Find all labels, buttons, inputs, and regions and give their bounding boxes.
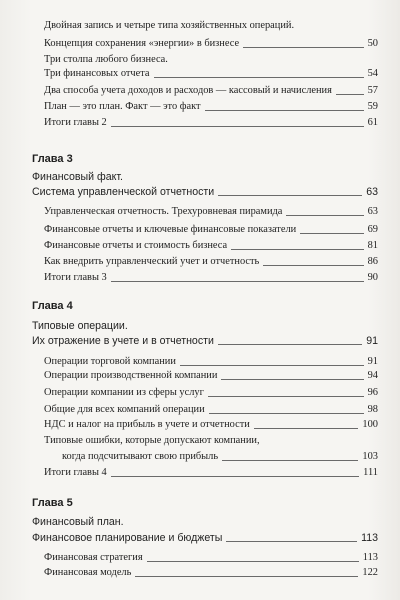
leader-line — [231, 249, 363, 250]
chapter-title-text: Их отражение в учете и в отчетности — [32, 335, 214, 347]
chapter-title — [32, 532, 378, 544]
toc-entry-title: Финансовая стратегия — [44, 552, 143, 563]
toc-entry-page: 111 — [363, 467, 378, 478]
toc-entry — [44, 552, 378, 564]
toc-entry-title: Итоги главы 4 — [44, 467, 107, 478]
toc-entry-page: 86 — [367, 256, 378, 267]
toc-entry-title: Финансовые отчеты и стоимость бизнеса — [44, 240, 228, 251]
leader-line — [218, 344, 362, 345]
toc-entry — [44, 272, 378, 284]
toc-entry-line — [44, 435, 378, 447]
leader-line — [336, 94, 364, 95]
leader-line — [111, 281, 364, 282]
toc-entry-title: Финансовые отчеты и ключевые финансовые показатели — [44, 224, 297, 235]
leader-line — [135, 576, 358, 577]
toc-entry — [44, 567, 378, 579]
toc-entry — [44, 206, 378, 218]
toc-entry-page: 61 — [367, 117, 378, 128]
leader-line — [209, 413, 364, 414]
leader-line — [218, 195, 362, 196]
toc-entry-title: Итоги главы 3 — [44, 272, 107, 283]
toc-entry-page: 98 — [367, 404, 378, 415]
toc-entry-page: 59 — [367, 101, 378, 112]
toc-entry-title: Общие для всех компаний операции — [44, 404, 205, 415]
toc-entry-page: 91 — [367, 356, 378, 367]
toc-entry-page: 57 — [367, 85, 378, 96]
toc-entry — [44, 404, 378, 416]
toc-entry-page: 81 — [367, 240, 378, 251]
toc-entry-title-part: Три столпа любого бизнеса. — [44, 54, 168, 65]
toc-entry-title: Три финансовых отчета — [44, 68, 150, 79]
toc-entry — [44, 451, 378, 463]
toc-entry-page: 50 — [367, 38, 378, 49]
toc-entry-page: 103 — [362, 451, 378, 462]
leader-line — [111, 476, 359, 477]
toc-entry — [44, 240, 378, 252]
toc-entry-page: 113 — [362, 552, 378, 563]
chapter-title-text: Финансовое планирование и бюджеты — [32, 532, 223, 544]
chapter-page: 63 — [366, 186, 378, 198]
chapter-title-text: Система управленческой отчетности — [32, 186, 215, 198]
toc-entry-page: 54 — [367, 68, 378, 79]
toc-entry — [44, 224, 378, 236]
toc-entry-title: Итоги главы 2 — [44, 117, 107, 128]
leader-line — [243, 47, 364, 48]
toc-entry — [44, 467, 378, 479]
chapter-title — [32, 186, 378, 198]
toc-entry-title-part: Типовые ошибки, которые допускают компании, — [44, 435, 260, 446]
toc-entry-title: НДС и налог на прибыль в учете и отчетности — [44, 419, 250, 430]
leader-line — [205, 110, 364, 111]
toc-entry — [44, 256, 378, 268]
toc-entry — [44, 419, 378, 431]
chapter-label: Глава 3 — [32, 153, 73, 165]
leader-line — [180, 365, 364, 366]
toc-entry — [44, 85, 378, 97]
toc-entry-title-part: Двойная запись и четыре типа хозяйственных операций. — [44, 20, 295, 31]
toc-entry — [44, 101, 378, 113]
toc-entry — [44, 356, 378, 368]
chapter-label: Глава 4 — [32, 300, 73, 312]
chapter-title-line: Финансовый план. — [32, 516, 124, 528]
leader-line — [263, 265, 363, 266]
chapter-title — [32, 335, 378, 347]
chapter-title-line: Типовые операции. — [32, 320, 128, 332]
toc-entry-page: 63 — [367, 206, 378, 217]
toc-entry-title: Финансовая модель — [44, 567, 132, 578]
chapter-label: Глава 5 — [32, 497, 73, 509]
leader-line — [300, 233, 363, 234]
chapter-page: 91 — [366, 335, 378, 347]
toc-entry-title: Управленческая отчетность. Трехуровневая пирамида — [44, 206, 283, 217]
leader-line — [286, 215, 363, 216]
toc-entry — [44, 68, 378, 80]
toc-entry-line — [44, 54, 378, 66]
leader-line — [221, 379, 363, 380]
toc-entry-page: 96 — [367, 387, 378, 398]
toc-entry-page: 90 — [367, 272, 378, 283]
leader-line — [111, 126, 364, 127]
toc-entry-title: Операции компании из сферы услуг — [44, 387, 204, 398]
toc-entry-page: 122 — [362, 567, 378, 578]
toc-entry-title: Как внедрить управленческий учет и отчетность — [44, 256, 260, 267]
toc-entry — [44, 117, 378, 129]
toc-entry-title: Операции торговой компании — [44, 356, 176, 367]
leader-line — [226, 541, 357, 542]
toc-entry — [44, 387, 378, 399]
leader-line — [208, 396, 364, 397]
toc-entry-page: 100 — [362, 419, 378, 430]
toc-entry-title: План — это план. Факт — это факт — [44, 101, 201, 112]
toc-entry-page: 94 — [367, 370, 378, 381]
toc-entry-title: когда подсчитывают свою прибыль — [62, 451, 219, 462]
toc-entry-title: Операции производственной компании — [44, 370, 218, 381]
leader-line — [222, 460, 358, 461]
toc-entry-title: Два способа учета доходов и расходов — кассовый и начисления — [44, 85, 332, 96]
toc-entry — [44, 38, 378, 50]
toc-entry-title: Концепция сохранения «энергии» в бизнесе — [44, 38, 240, 49]
leader-line — [147, 561, 359, 562]
chapter-page: 113 — [361, 532, 378, 544]
toc-entry-page: 69 — [367, 224, 378, 235]
leader-line — [254, 428, 359, 429]
leader-line — [154, 77, 364, 78]
toc-entry-line — [44, 20, 378, 32]
chapter-title-line: Финансовый факт. — [32, 171, 123, 183]
toc-entry — [44, 370, 378, 382]
